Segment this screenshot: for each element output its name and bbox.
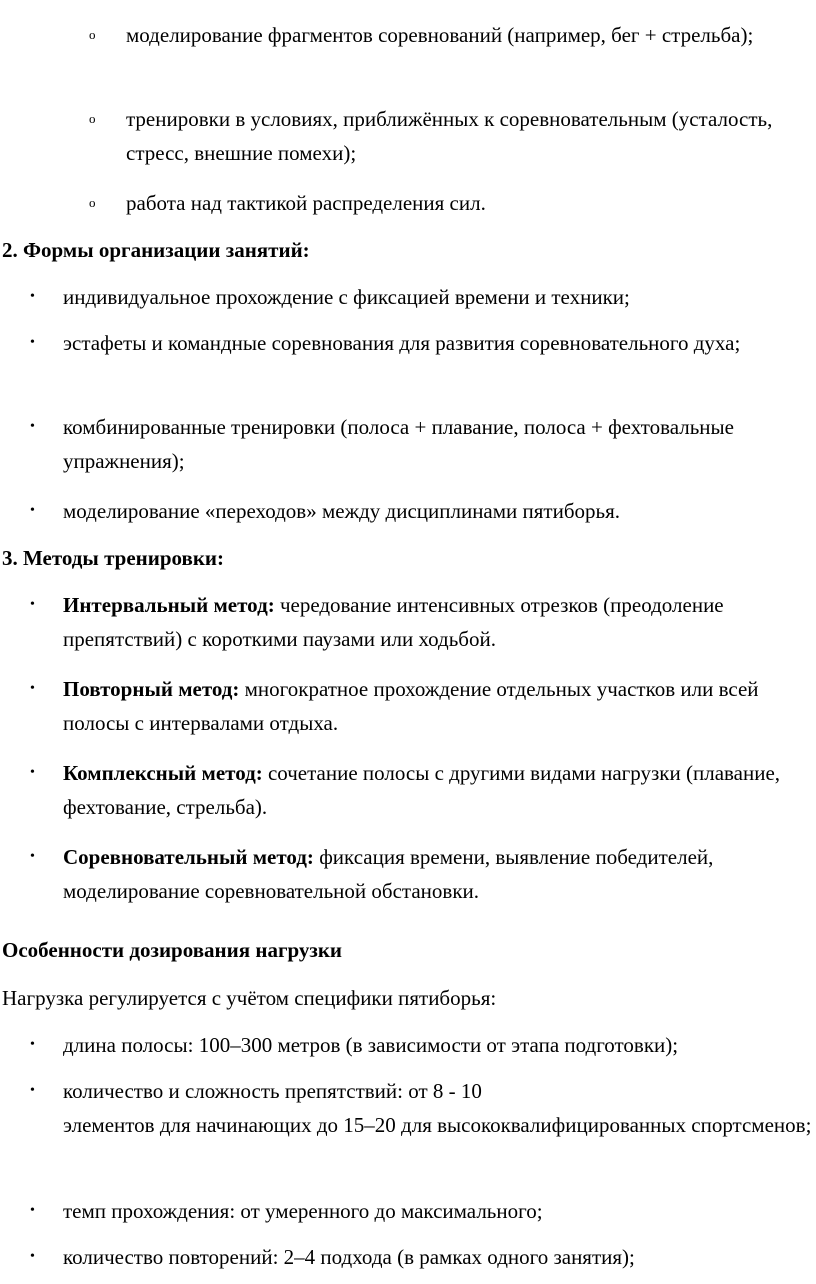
bullet-icon: • (30, 1203, 35, 1218)
list-item (30, 410, 813, 478)
section-heading-dosage: Особенности дозирования нагрузки (2, 938, 343, 962)
sub-list-item-text: работа над тактикой распределения сил. (126, 191, 486, 215)
method-term: Соревновательный метод: (63, 845, 314, 869)
dosage-intro: Нагрузка регулируется с учётом специфики пятиборья: (2, 986, 497, 1010)
method-description: многократное прохождение отдельных участков или всей полосы с интервалами отдыха. (63, 677, 759, 735)
list-item-text: эстафеты и командные соревнования для развития соревновательного духа; (63, 331, 741, 355)
method-description: сочетание полосы с другими видами нагрузки (плавание, фехтование, стрельба). (63, 761, 781, 819)
list-item-text: моделирование «переходов» между дисциплинами пятиборья. (63, 499, 621, 523)
sub-list-item-text: тренировки в условиях, приближённых к соревновательным (усталость, стресс, внешние помехи); (126, 107, 773, 165)
method-list-item (30, 756, 813, 824)
section-heading-methods: 3. Методы тренировки: (2, 546, 225, 570)
list-item-text: комбинированные тренировки (полоса + плавание, полоса + фехтовальные упражнения); (63, 415, 734, 473)
list-item-text-continued: элементов для начинающих до 15–20 для высококвалифицированных спортсменов; (63, 1113, 812, 1137)
circle-bullet-icon: o (89, 27, 96, 42)
bullet-icon: • (30, 503, 35, 518)
bullet-icon: • (30, 289, 35, 304)
list-item (30, 1194, 813, 1228)
sub-list-item-text: моделирование фрагментов соревнований (например, бег + стрельба); (126, 23, 754, 47)
list-item-text: длина полосы: 100–300 метров (в зависимости от этапа подготовки); (63, 1033, 679, 1057)
method-term: Интервальный метод: (63, 593, 275, 617)
list-item (30, 1240, 813, 1274)
method-list-item (30, 588, 813, 656)
list-item (30, 1028, 813, 1062)
method-description: чередование интенсивных отрезков (преодоление препятствий) с короткими паузами или ходьбой. (63, 593, 724, 651)
sub-list-item (89, 18, 796, 52)
method-term: Комплексный метод: (63, 761, 263, 785)
circle-bullet-icon: o (89, 195, 96, 210)
bullet-icon: • (30, 597, 35, 612)
method-list-item (30, 840, 813, 908)
list-item-text: индивидуальное прохождение с фиксацией времени и техники; (63, 285, 630, 309)
bullet-icon: • (30, 1083, 35, 1098)
bullet-icon: • (30, 335, 35, 350)
method-list-item (30, 672, 813, 740)
list-item (30, 326, 813, 360)
method-term: Повторный метод: (63, 677, 240, 701)
list-item-text: количество и сложность препятствий: от 8 - 10 (63, 1079, 482, 1103)
list-item (30, 1074, 813, 1142)
bullet-icon: • (30, 1037, 35, 1052)
sub-list-item (89, 102, 796, 170)
bullet-icon: • (30, 849, 35, 864)
bullet-icon: • (30, 765, 35, 780)
circle-bullet-icon: o (89, 111, 96, 126)
bullet-icon: • (30, 1249, 35, 1264)
bullet-icon: • (30, 681, 35, 696)
list-item (30, 494, 813, 528)
section-heading-forms: 2. Формы организации занятий: (2, 238, 310, 262)
list-item-text: темп прохождения: от умеренного до максимального; (63, 1199, 543, 1223)
sub-list-item (89, 186, 796, 220)
list-item-text: количество повторений: 2–4 подхода (в рамках одного занятия); (63, 1245, 635, 1269)
method-description: фиксация времени, выявление победителей, моделирование соревновательной обстановки. (63, 845, 714, 903)
list-item (30, 280, 813, 314)
bullet-icon: • (30, 419, 35, 434)
